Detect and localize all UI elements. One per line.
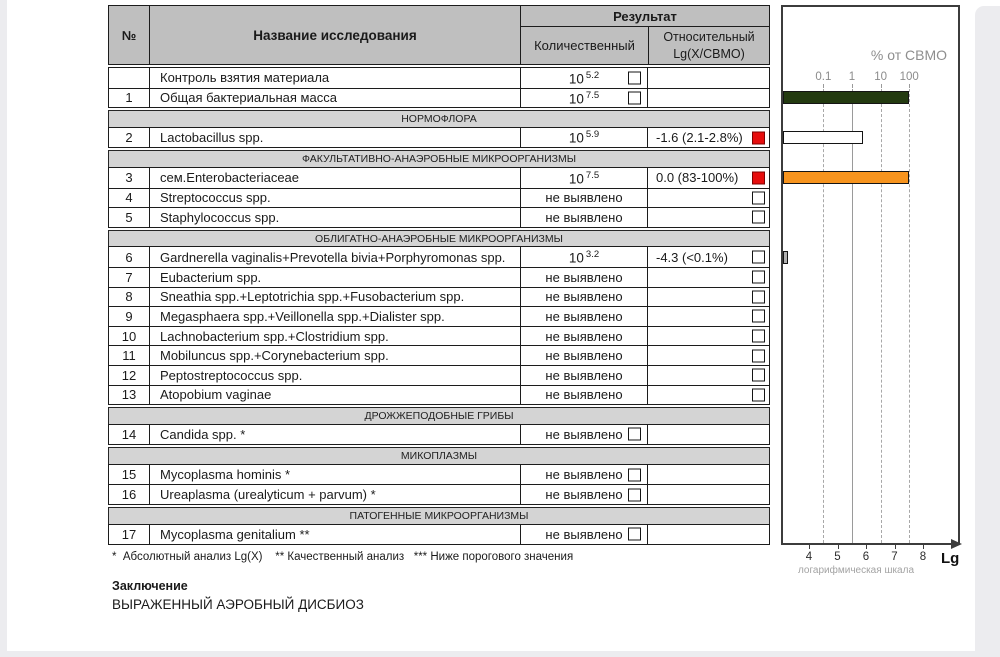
table-row — [109, 287, 769, 307]
quantitative-result — [520, 168, 647, 188]
column-header-result-group — [520, 6, 769, 64]
table-block — [108, 246, 770, 405]
quantitative-result — [520, 307, 647, 326]
quantitative-result — [520, 485, 647, 504]
quantitative-result — [520, 288, 647, 307]
quantitative-value: не выявлено — [545, 269, 623, 285]
table-block — [108, 464, 770, 505]
row-number: 13 — [121, 387, 137, 403]
row-number: 14 — [121, 426, 137, 442]
table-row — [109, 267, 769, 287]
table-row — [109, 207, 769, 227]
quantitative-value: не выявлено — [545, 387, 623, 403]
column-header-result: Результат — [521, 6, 769, 27]
relative-result — [647, 465, 769, 485]
table-row — [109, 326, 769, 346]
axis-tick — [923, 545, 924, 549]
quantitative-result — [520, 89, 647, 108]
quantitative-value: 10 $^{3.2}$ — [568, 248, 600, 266]
relative-result — [647, 307, 769, 326]
table-row — [109, 365, 769, 385]
gridline — [909, 89, 910, 543]
quantitative-value: не выявлено — [545, 209, 623, 225]
test-name: Staphylococcus spp. — [149, 208, 520, 227]
chart-title: % от СВМО — [870, 47, 947, 63]
quantitative-result — [520, 465, 647, 485]
test-name: Candida spp. * — [149, 425, 520, 445]
axis-tick-label: 8 — [919, 551, 927, 563]
page-gutter-left — [0, 0, 7, 657]
table-row — [109, 128, 769, 148]
relative-result — [647, 268, 769, 287]
quantitative-value: 10 $^{5.2}$ — [568, 69, 600, 87]
checkbox — [628, 488, 641, 501]
section-header: МИКОПЛАЗМЫ — [108, 447, 770, 465]
log-axis-label: Lg — [941, 550, 960, 567]
chart-bar — [783, 131, 863, 144]
test-name: Mycoplasma genitalium ** — [149, 525, 520, 545]
section-header: ОБЛИГАТНО-АНАЭРОБНЫЕ МИКРООРГАНИЗМЫ — [108, 230, 770, 248]
row-number: 10 — [121, 328, 137, 344]
checkbox — [628, 91, 641, 104]
table-block — [108, 424, 770, 446]
checkbox — [752, 330, 765, 343]
row-number: 15 — [121, 467, 137, 483]
relative-value: 0.0 (83-100%) — [656, 170, 739, 186]
table-row — [109, 88, 769, 108]
relative-result — [647, 425, 769, 445]
quantitative-result — [520, 189, 647, 208]
axis-tick — [823, 84, 824, 88]
column-header-test-name: Название исследования — [149, 6, 520, 64]
table-block — [108, 127, 770, 149]
table-row — [109, 425, 769, 445]
relative-header-line2: Lg(X/СВМО) — [673, 46, 745, 61]
test-name: Peptostreptococcus spp. — [149, 366, 520, 385]
axis-tick — [852, 84, 853, 88]
row-number: 6 — [125, 249, 133, 265]
row-number: 9 — [125, 308, 133, 324]
column-header-number: № — [121, 27, 137, 43]
relative-result — [647, 525, 769, 545]
relative-result — [647, 168, 769, 188]
quantitative-value: не выявлено — [545, 367, 623, 383]
section-header: ПАТОГЕННЫЕ МИКРООРГАНИЗМЫ — [108, 507, 770, 525]
checkbox — [752, 310, 765, 323]
quantitative-result — [520, 208, 647, 227]
quantitative-value: не выявлено — [545, 308, 623, 324]
relative-result — [647, 208, 769, 227]
relative-result — [647, 366, 769, 385]
checkbox — [752, 349, 765, 362]
chart-frame — [781, 5, 960, 545]
scrollbar-track[interactable] — [975, 6, 1000, 657]
table-row — [109, 385, 769, 405]
relative-result — [647, 346, 769, 365]
test-name: Mycoplasma hominis * — [149, 465, 520, 485]
row-number: 4 — [125, 190, 133, 206]
axis-arrow-icon — [951, 539, 962, 549]
table-row — [109, 484, 769, 504]
checkbox — [752, 369, 765, 382]
relative-result — [647, 485, 769, 504]
checkbox — [628, 528, 641, 541]
quantitative-value: не выявлено — [545, 289, 623, 305]
quantitative-result — [520, 346, 647, 365]
test-name: Eubacterium spp. — [149, 268, 520, 287]
column-header-quantitative: Количественный — [534, 38, 635, 53]
relative-result — [647, 128, 769, 148]
quantitative-result — [520, 386, 647, 405]
row-number: 2 — [125, 130, 133, 146]
table-header — [108, 5, 770, 65]
gridline — [852, 89, 853, 543]
axis-tick — [909, 84, 910, 88]
relative-result — [647, 68, 769, 88]
axis-tick — [809, 545, 810, 549]
chart-bar — [783, 91, 909, 104]
axis-tick-label: 1 — [848, 71, 856, 83]
checkbox — [628, 468, 641, 481]
relative-header-line1: Относительный — [663, 30, 755, 45]
section-header: НОРМОФЛОРА — [108, 110, 770, 128]
table-row — [109, 345, 769, 365]
relative-result — [647, 189, 769, 208]
checkbox — [752, 191, 765, 204]
axis-tick-label: 5 — [834, 551, 841, 563]
relative-result — [647, 386, 769, 405]
axis-tick-label: 10 — [874, 71, 887, 83]
table-block — [108, 524, 770, 546]
page-gutter-bottom — [7, 651, 975, 657]
checkbox — [628, 428, 641, 441]
checkbox — [752, 271, 765, 284]
quantitative-value: не выявлено — [545, 348, 623, 364]
relative-value: -4.3 (<0.1%) — [656, 249, 728, 265]
test-name: Sneathia spp.+Leptotrichia spp.+Fusobacterium spp. — [149, 288, 520, 307]
test-name: Lachnobacterium spp.+Clostridium spp. — [149, 327, 520, 346]
log-scale-sublabel: логарифмическая шкала — [797, 565, 915, 576]
quantitative-result — [520, 247, 647, 267]
checkbox — [752, 251, 765, 264]
relative-value: -1.6 (2.1-2.8%) — [656, 130, 743, 146]
quantitative-result — [520, 425, 647, 445]
test-name: Контроль взятия материала — [149, 68, 520, 88]
quantitative-value: 10 $^{7.5}$ — [568, 89, 600, 107]
test-name: Gardnerella vaginalis+Prevotella bivia+Porphyromonas spp. — [149, 247, 520, 267]
row-number: 17 — [121, 526, 137, 542]
table-block — [108, 67, 770, 108]
axis-tick — [866, 545, 867, 549]
quantitative-value: не выявлено — [545, 467, 623, 483]
table-body — [108, 67, 770, 545]
relative-result — [647, 247, 769, 267]
axis-tick-label: 7 — [891, 551, 898, 563]
quantitative-value: не выявлено — [545, 487, 623, 503]
relative-result — [647, 327, 769, 346]
row-number: 7 — [125, 269, 133, 285]
quantitative-result — [520, 128, 647, 148]
test-name: Mobiluncus spp.+Corynebacterium spp. — [149, 346, 520, 365]
axis-tick — [881, 84, 882, 88]
chart-bar — [783, 171, 909, 184]
test-name: Lactobacillus spp. — [149, 128, 520, 148]
axis-tick-label: 6 — [862, 551, 870, 563]
quantitative-value: не выявлено — [545, 426, 623, 442]
quantitative-result — [520, 366, 647, 385]
row-number: 8 — [125, 289, 133, 305]
results-table — [108, 5, 770, 545]
test-name: Streptococcus spp. — [149, 189, 520, 208]
checkbox — [628, 71, 641, 84]
test-name: Общая бактериальная масса — [149, 89, 520, 108]
checkbox — [752, 290, 765, 303]
quantitative-result — [520, 327, 647, 346]
quantitative-result — [520, 268, 647, 287]
relative-result — [647, 288, 769, 307]
quantitative-value: 10 $^{7.5}$ — [568, 169, 600, 187]
row-number: 1 — [125, 90, 133, 106]
quantitative-result — [520, 68, 647, 88]
row-number: 11 — [122, 348, 136, 364]
relative-result — [647, 89, 769, 108]
test-name: сем.Enterobacteriaceae — [149, 168, 520, 188]
relative-abundance-chart — [781, 5, 960, 625]
axis-tick — [838, 545, 839, 549]
table-row — [109, 168, 769, 188]
quantitative-value: не выявлено — [545, 526, 623, 542]
table-row — [109, 525, 769, 545]
table-row — [109, 465, 769, 485]
table-row — [109, 306, 769, 326]
conclusion-label: Заключение — [112, 579, 188, 593]
axis-tick-label: 100 — [899, 71, 919, 83]
test-name: Atopobium vaginae — [149, 386, 520, 405]
row-number: 3 — [125, 170, 133, 186]
quantitative-result — [520, 525, 647, 545]
row-number: 16 — [121, 487, 137, 503]
row-number: 5 — [125, 209, 133, 225]
quantitative-value: не выявлено — [545, 190, 623, 206]
axis-tick — [895, 545, 896, 549]
column-header-relative — [648, 27, 769, 64]
gridline — [823, 89, 824, 543]
checkbox — [752, 131, 765, 144]
conclusion-text: ВЫРАЖЕННЫЙ АЭРОБНЫЙ ДИСБИОЗ — [112, 597, 364, 612]
checkbox — [752, 388, 765, 401]
table-row — [109, 68, 769, 88]
row-number — [109, 68, 149, 88]
test-name: Ureaplasma (urealyticum + parvum) * — [149, 485, 520, 504]
table-row — [109, 247, 769, 267]
gridline — [881, 89, 882, 543]
test-name: Megasphaera spp.+Veillonella spp.+Dialister spp. — [149, 307, 520, 326]
axis-tick-label: 0.1 — [815, 71, 832, 83]
chart-bar — [783, 251, 788, 264]
quantitative-value: не выявлено — [545, 328, 623, 344]
footnote: * Абсолютный анализ Lg(X) ** Качественный анализ *** Ниже порогового значения — [112, 551, 574, 563]
quantitative-value: 10 $^{5.9}$ — [568, 129, 600, 146]
table-block — [108, 167, 770, 228]
row-number: 12 — [121, 367, 137, 383]
checkbox — [752, 171, 765, 184]
section-header: ДРОЖЖЕПОДОБНЫЕ ГРИБЫ — [108, 407, 770, 425]
checkbox — [752, 211, 765, 224]
axis-tick-label: 4 — [805, 551, 813, 563]
table-row — [109, 188, 769, 208]
section-header: ФАКУЛЬТАТИВНО-АНАЭРОБНЫЕ МИКРООРГАНИЗМЫ — [108, 150, 770, 168]
